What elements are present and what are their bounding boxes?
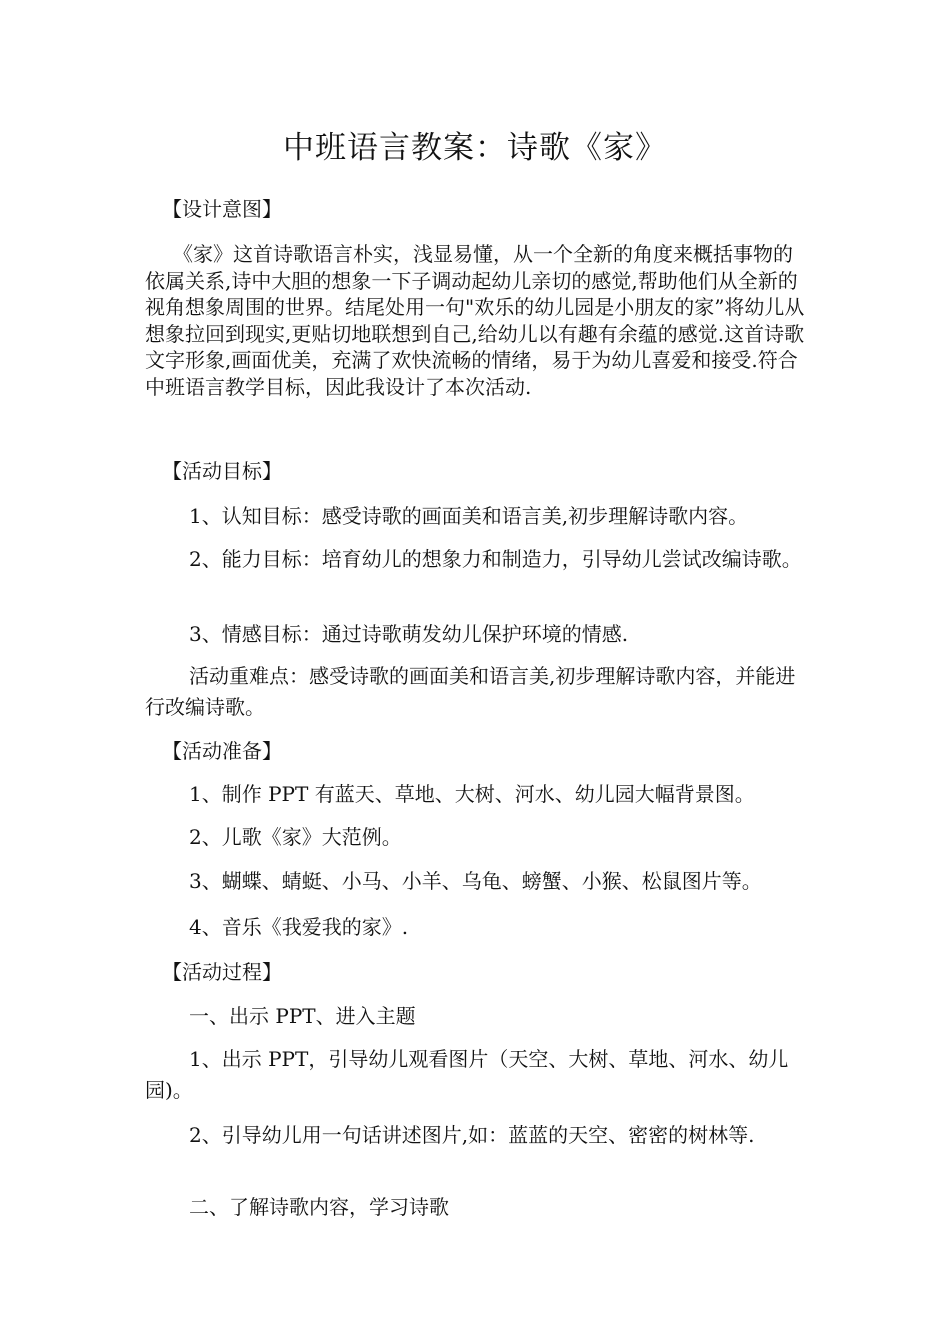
preparation-item: 2、儿歌《家》大范例。 [189, 825, 402, 849]
process-step: 一、出示 PPT、进入主题 [189, 1004, 416, 1028]
process-step: 1、出示 PPT，引导幼儿观看图片（天空、大树、草地、河水、幼儿园)。 [145, 1047, 789, 1102]
preparation-heading: 【活动准备】 [162, 739, 282, 763]
document-title: 中班语言教案：诗歌《家》 [283, 130, 667, 166]
preparation-item: 4、音乐《我爱我的家》. [189, 915, 409, 939]
design-intent-body: 《家》这首诗歌语言朴实，浅显易懂，从一个全新的角度来概括事物的依属关系,诗中大胆的想象一下子调动起幼儿亲切的感觉,帮助他们从全新的视角想象周围的世界。结尾处用一句"欢乐的幼儿园是小朋友的家”将幼儿从想象拉回到现实,更贴切地联想到自己,给幼儿以有趣有余蕴的感觉.这首诗歌文字形象,画面优美，充满了欢快流畅的情绪，易于为幼儿喜爱和接受.符合中班语言教学目标，因此我设计了本次活动. [145, 242, 805, 399]
goals-heading: 【活动目标】 [162, 459, 282, 483]
preparation-item: 1、制作 PPT 有蓝天、草地、大树、河水、幼儿园大幅背景图。 [189, 782, 755, 806]
key-points: 活动重难点：感受诗歌的画面美和语言美,初步理解诗歌内容，并能进行改编诗歌。 [145, 664, 796, 719]
process-step: 二、了解诗歌内容，学习诗歌 [189, 1195, 449, 1219]
process-heading: 【活动过程】 [162, 960, 282, 984]
goal-item: 3、情感目标：通过诗歌萌发幼儿保护环境的情感. [189, 622, 629, 646]
design-intent-heading: 【设计意图】 [162, 197, 282, 221]
goal-item: 2、能力目标：培育幼儿的想象力和制造力，引导幼儿尝试改编诗歌。 [189, 547, 802, 571]
goal-item: 1、认知目标：感受诗歌的画面美和语言美,初步理解诗歌内容。 [189, 504, 749, 528]
process-step: 2、引导幼儿用一句话讲述图片,如：蓝蓝的天空、密密的树林等. [189, 1123, 755, 1147]
preparation-item: 3、蝴蝶、蜻蜓、小马、小羊、乌龟、螃蟹、小猴、松鼠图片等。 [189, 869, 762, 893]
